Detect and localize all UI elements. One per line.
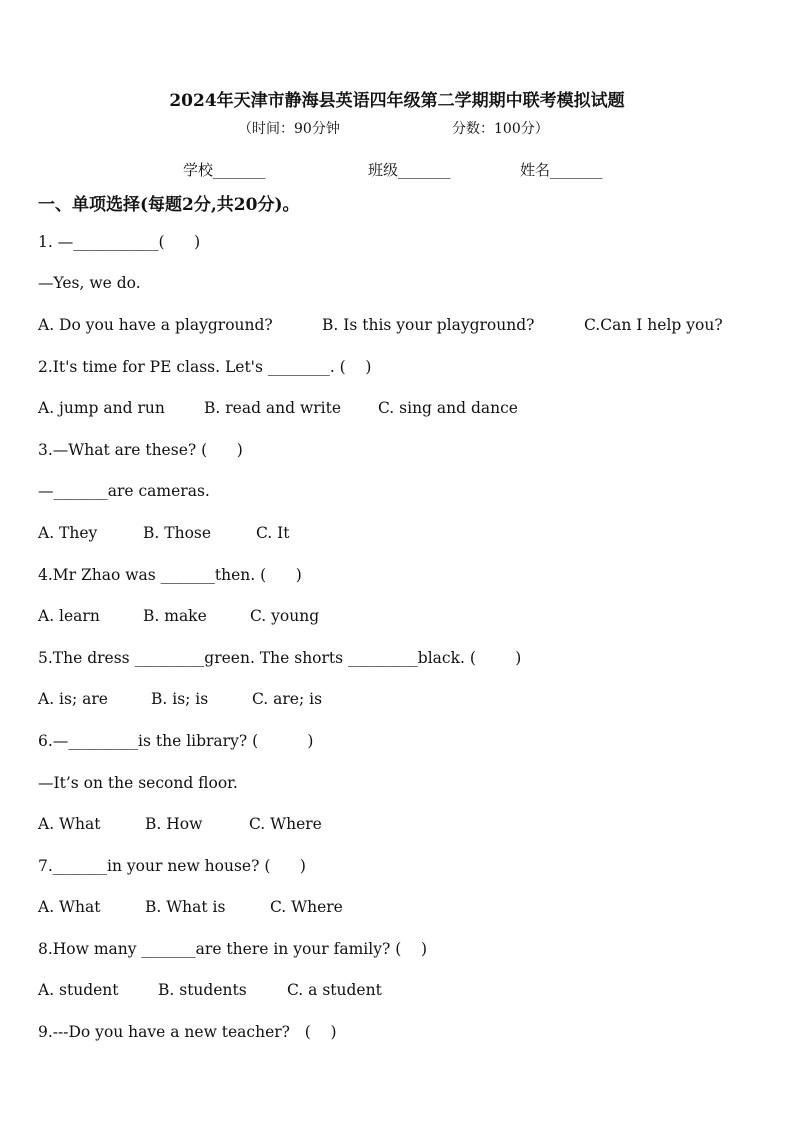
question-9-stem: 9.---Do you have a new teacher? ( ) (38, 1023, 337, 1041)
question-1-option-b: B. Is this your playground? (322, 316, 535, 334)
section-heading: 一、单项选择(每题2分,共20分)。 (38, 195, 300, 215)
school-field: 学校_______ (183, 161, 266, 179)
question-8-option-a: A. student (38, 981, 119, 999)
question-1-reply: —Yes, we do. (38, 274, 141, 292)
question-5-option-b: B. is; is (151, 690, 209, 708)
question-8-stem: 8.How many _______are there in your family? ( ) (38, 940, 427, 958)
question-2-option-b: B. read and write (204, 399, 342, 417)
question-3-option-b: B. Those (143, 524, 212, 542)
question-7-option-c: C. Where (270, 898, 343, 916)
question-4-stem: 4.Mr Zhao was _______then. ( ) (38, 566, 302, 584)
question-5-option-a: A. is; are (38, 690, 108, 708)
question-3-option-a: A. They (38, 524, 98, 542)
question-6-option-b: B. How (145, 815, 203, 833)
question-5-option-c: C. are; is (252, 690, 323, 708)
question-8-option-c: C. a student (287, 981, 382, 999)
question-7-stem: 7._______in your new house? ( ) (38, 857, 306, 875)
question-3-reply: —_______are cameras. (38, 482, 210, 500)
question-6-reply: —It’s on the second floor. (38, 774, 238, 792)
question-6-stem: 6.—_________is the library? ( ) (38, 732, 314, 750)
question-2-stem: 2.It's time for PE class. Let's ________. ( ) (38, 358, 372, 376)
question-1-stem: 1. —___________( ) (38, 233, 201, 251)
question-2-option-c: C. sing and dance (378, 399, 518, 417)
question-7-option-a: A. What (38, 898, 101, 916)
question-4-option-c: C. young (250, 607, 320, 625)
question-1-option-a: A. Do you have a playground? (38, 316, 273, 334)
exam-time: （时间：90分钟 (238, 121, 340, 137)
question-1-option-c: C.Can I help you? (584, 316, 723, 334)
question-5-stem: 5.The dress _________green. The shorts _________black. ( ) (38, 649, 522, 667)
class-field: 班级_______ (368, 161, 451, 179)
question-6-option-a: A. What (38, 815, 101, 833)
question-3-option-c: C. It (256, 524, 290, 542)
question-4-option-a: A. learn (38, 607, 100, 625)
question-2-option-a: A. jump and run (38, 399, 165, 417)
exam-score: 分数：100分） (452, 121, 549, 137)
name-field: 姓名_______ (520, 161, 603, 179)
question-8-option-b: B. students (158, 981, 247, 999)
question-3-stem: 3.—What are these? ( ) (38, 441, 243, 459)
question-6-option-c: C. Where (249, 815, 322, 833)
page-title: 2024年天津市静海县英语四年级第二学期期中联考模拟试题 (169, 91, 625, 111)
question-7-option-b: B. What is (145, 898, 226, 916)
question-4-option-b: B. make (143, 607, 207, 625)
